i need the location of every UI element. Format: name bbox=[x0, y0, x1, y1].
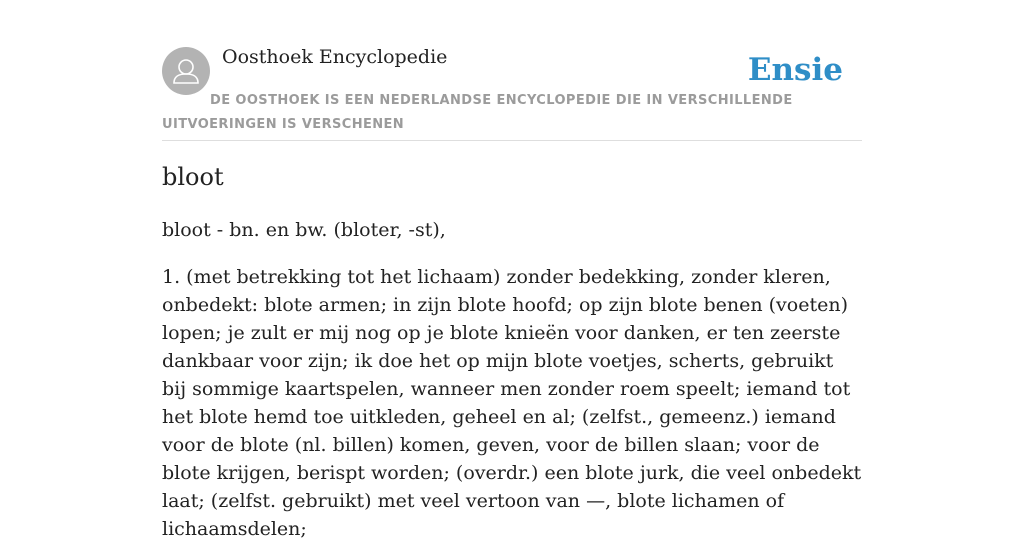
entry-term: bloot bbox=[162, 163, 224, 191]
ensie-logo-link[interactable]: Ensie bbox=[747, 52, 843, 88]
user-avatar-icon[interactable] bbox=[162, 47, 210, 95]
page-content bbox=[162, 0, 862, 540]
source-title[interactable]: Oosthoek Encyclopedie bbox=[222, 46, 448, 68]
entry-definition-line: bloot - bn. en bw. (bloter, -st), bbox=[162, 219, 446, 241]
entry-sense-1: 1. (met betrekking tot het lichaam) zonder bedekking, zonder kleren, onbedekt: blote armen; in zijn blote hoofd; op zijn blote benen (voeten) lopen; je zult er mij nog op je blote knieën voor danken, er ten zeerste dankbaar voor zijn; ik doe het op mijn blote voetjes, scherts, gebruikt bij sommige kaartspelen, wanneer men zonder roem speelt; iemand tot het blote hemd toe uitkleden, geheel en al; (zelfst., gemeenz.) iemand voor de blote (nl. billen) komen, geven, voor de billen slaan; voor de blote krijgen, berispt worden; (overdr.) een blote jurk, die veel onbedekt laat; (zelfst. gebruikt) met veel vertoon van —, blote lichamen of lichaamsdelen; bbox=[162, 266, 862, 540]
source-header bbox=[162, 0, 862, 141]
source-tagline: DE OOSTHOEK IS EEN NEDERLANDSE ENCYCLOPEDIE DIE IN VERSCHILLENDE UITVOERINGEN IS VERSCHENEN bbox=[162, 93, 793, 132]
